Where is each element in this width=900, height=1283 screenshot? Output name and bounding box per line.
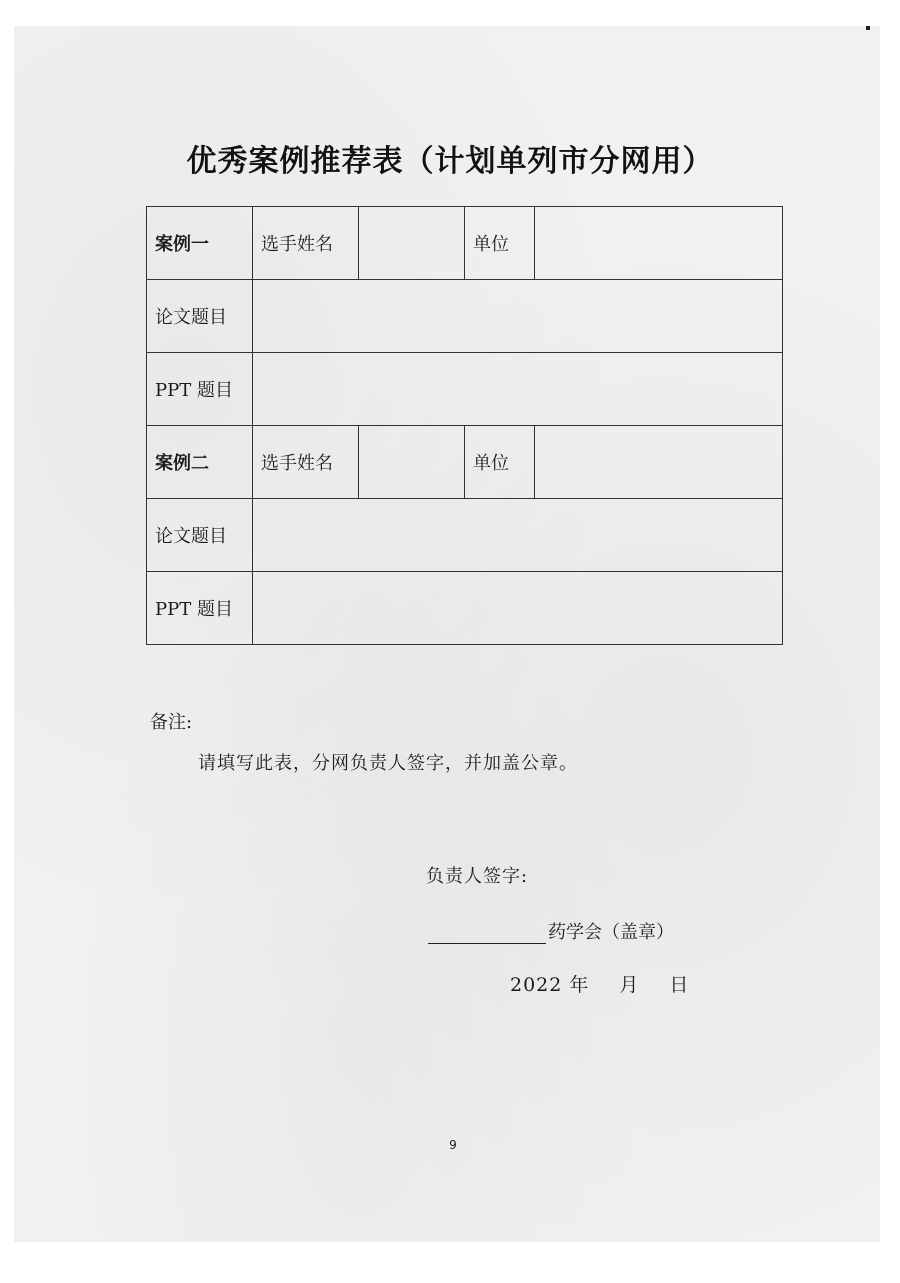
page-number: 9 <box>449 1138 457 1152</box>
table-row <box>147 426 783 499</box>
case1-player-name-field[interactable] <box>359 207 465 280</box>
notes-label: 备注: <box>150 712 193 733</box>
case2-paper-title-field[interactable] <box>253 499 783 572</box>
date-month: 月 <box>619 974 640 996</box>
case1-paper-title-label: 论文题目 <box>147 280 253 353</box>
case2-ppt-title-field[interactable] <box>253 572 783 645</box>
case1-unit-field[interactable] <box>535 207 783 280</box>
scan-mark <box>866 26 870 30</box>
signature-label: 负责人签字: <box>426 866 529 887</box>
case1-player-name-label: 选手姓名 <box>253 207 359 280</box>
table-row <box>147 280 783 353</box>
case2-label: 案例二 <box>147 426 253 499</box>
table-row <box>147 499 783 572</box>
case1-label: 案例一 <box>147 207 253 280</box>
case2-unit-field[interactable] <box>535 426 783 499</box>
seal-text: 药学会（盖章） <box>548 922 674 943</box>
case1-ppt-title-label: PPT 题目 <box>147 353 253 426</box>
case2-unit-label: 单位 <box>465 426 535 499</box>
case2-paper-title-label: 论文题目 <box>147 499 253 572</box>
notes-text: 请填写此表，分网负责人签字，并加盖公章。 <box>198 753 578 774</box>
recommendation-table <box>146 206 783 645</box>
case2-ppt-title-label: PPT 题目 <box>147 572 253 645</box>
date-day: 日 <box>669 974 690 996</box>
case1-paper-title-field[interactable] <box>253 280 783 353</box>
table-row <box>147 572 783 645</box>
seal-blank-field[interactable] <box>428 923 546 944</box>
date-line <box>510 970 689 997</box>
date-year: 2022 年 <box>510 974 590 996</box>
case1-unit-label: 单位 <box>465 207 535 280</box>
page-title: 优秀案例推荐表（计划单列市分网用） <box>186 144 714 179</box>
table-row <box>147 353 783 426</box>
case2-player-name-label: 选手姓名 <box>253 426 359 499</box>
case2-player-name-field[interactable] <box>359 426 465 499</box>
table-row <box>147 207 783 280</box>
seal-line <box>428 918 674 944</box>
case1-ppt-title-field[interactable] <box>253 353 783 426</box>
